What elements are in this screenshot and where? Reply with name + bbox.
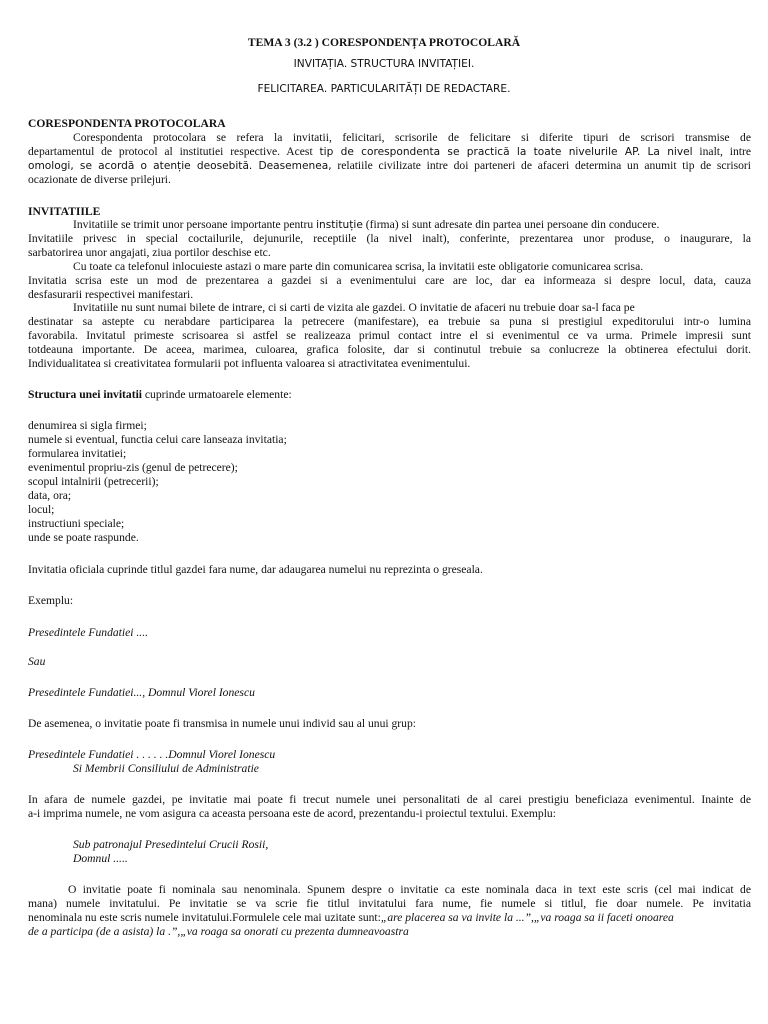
paragraph-line: totdeauna importante. De aceea, marimea, culoarea, grafica folosite, dar si continutul trebuie sa conlucreze la obtinerea efectului dorit. — [28, 343, 751, 356]
text-span: cuprinde urmatoarele elemente: — [142, 388, 292, 401]
example-label: Exemplu: — [28, 594, 74, 607]
paragraph-line: Corespondenta protocolara se refera la invitatii, felicitari, scrisorile de felicitare si diferite tipuri de scrisori transmise de — [73, 131, 751, 144]
paragraph-line: Individualitatea si creativitatea formularii pot influenta valoarea si atractivitatea evenimentului. — [28, 357, 471, 370]
paragraph-line — [28, 145, 751, 159]
paragraph-line: Cu toate ca telefonul inlocuieste astazi o mare parte din comunicarea scrisa, la invitatii este obligatorie comunicarea scrisa. — [73, 260, 644, 273]
list-item: data, ora; — [28, 489, 72, 502]
text-span: inalt, intre — [692, 145, 751, 158]
list-item: locul; — [28, 503, 55, 516]
text-span: omologi, se acordă o atenție deosebită. Deasemenea, — [28, 160, 332, 172]
list-item: denumirea si sigla firmei; — [28, 419, 147, 432]
list-item: formularea invitatiei; — [28, 447, 127, 460]
paragraph-line: In afara de numele gazdei, pe invitatie mai poate fi trecut numele unei personalitati de al carei prestigiu beneficiaza evenimentul. Inainte de — [28, 793, 751, 806]
document-subtitle: INVITAȚIA. STRUCTURA INVITAȚIEI. — [293, 58, 475, 70]
example-text: Presedintele Fundatiei..., Domnul Viorel Ionescu — [28, 686, 255, 699]
text-span: Structura unei invitatii — [28, 388, 143, 401]
section-heading-corespondenta: CORESPONDENTA PROTOCOLARA — [28, 117, 226, 130]
example-text: Domnul ..... — [73, 852, 128, 865]
list-item: evenimentul propriu-zis (genul de petrecere); — [28, 461, 238, 474]
section-heading-invitatiile: INVITATIILE — [28, 205, 101, 218]
paragraph-line — [73, 218, 751, 232]
paragraph-line: a-i imprima numele, ne vom asigura ca aceasta persoana este de acord, prezentandu-i proiectul textului. Exemplu: — [28, 807, 556, 820]
text-span: Invitatiile se trimit unor persoane importante pentru — [73, 218, 317, 231]
paragraph-line: sarbatorirea unor angajati, ziua portilor deschise etc. — [28, 246, 271, 259]
paragraph-line: mana) numele invitatului. Pe invitatie se va scrie fie titlul invitatului fara nume, fie numele si titlul, fie doar numele. Pe invitatia — [28, 897, 751, 910]
list-item: instructiuni speciale; — [28, 517, 125, 530]
text-span: „are placerea sa va invite la ...”,„va roaga sa ii faceti onoarea — [380, 911, 674, 924]
text-span: departamentul de protocol al institutiei respective. Acest — [28, 145, 320, 158]
text-span: tip de corespondenta se practică la toate nivelurile AP. La nivel — [319, 146, 693, 158]
list-item: unde se poate raspunde. — [28, 531, 139, 544]
example-text: Sub patronajul Presedintelui Crucii Rosii, — [73, 838, 269, 851]
text-span: relatiile civilizate intre doi parteneri de afaceri determina un anumit tip de scrisori — [331, 159, 751, 172]
paragraph-line: de a participa (de a asista) la .”,„va roaga sa onorati cu prezenta dumneavoastra — [28, 925, 409, 938]
paragraph-line — [28, 911, 751, 924]
paragraph-line: favorabila. Invitatul primeste scrisoarea si astfel se realizeaza primul contact intre el si evenimentul ce va urma. Primele impresii sunt — [28, 329, 751, 342]
list-item: scopul intalnirii (petrecerii); — [28, 475, 159, 488]
text-span: (firma) si sunt adresate din partea unei persoane din conducere. — [362, 218, 660, 231]
structure-lead — [28, 388, 751, 401]
paragraph-line: Invitatia scrisa este un mod de prezentarea a gazdei si a evenimentului care are loc, dar ea informeaza si despre locul, data, cauza — [28, 274, 751, 287]
example-text: Presedintele Fundatiei .... — [28, 626, 148, 639]
paragraph-line: Invitatiile privesc in special coctailurile, dejunurile, receptiile (la nivel inalt), conferinte, prezentarea unor produse, o inaugurare, la — [28, 232, 751, 245]
paragraph-line: Invitatia oficiala cuprinde titlul gazdei fara nume, dar adaugarea numelui nu reprezinta o greseala. — [28, 563, 483, 576]
text-span: instituție — [316, 219, 363, 231]
paragraph-line: De asemenea, o invitatie poate fi transmisa in numele unui individ sau al unui grup: — [28, 717, 416, 730]
paragraph-line: Invitatiile nu sunt numai bilete de intrare, ci si carti de vizita ale gazdei. O invitatie de afaceri nu trebuie doar sa-l faca pe — [73, 301, 635, 314]
document-title: TEMA 3 (3.2 ) CORESPONDENȚA PROTOCOLARĂ — [247, 36, 521, 49]
paragraph-line: desfasurarii respectivei manifestari. — [28, 288, 194, 301]
paragraph-line: ocazionate de diverse prilejuri. — [28, 173, 171, 186]
document-subtitle-2: FELICITAREA. PARTICULARITĂȚI DE REDACTARE. — [257, 83, 511, 95]
text-span: nenominala nu este scris numele invitatului.Formulele cele mai uzitate sunt: — [28, 911, 381, 924]
paragraph-line: O invitatie poate fi nominala sau nenominala. Spunem despre o invitatie ca este nominala daca in text este scris (cel mai indicat de — [68, 883, 751, 896]
paragraph-line: destinatar sa astepte cu nerabdare participarea la petrecere (manifestare), ea trebuie sa puna si prestigiul expeditorului intr-o lumina — [28, 315, 751, 328]
paragraph-line — [28, 159, 751, 173]
example-text: Sau — [28, 655, 46, 668]
list-item: numele si eventual, functia celui care lanseaza invitatia; — [28, 433, 287, 446]
example-text: Si Membrii Consiliului de Administratie — [73, 762, 259, 775]
example-text: Presedintele Fundatiei . . . . . .Domnul Viorel Ionescu — [28, 748, 276, 761]
